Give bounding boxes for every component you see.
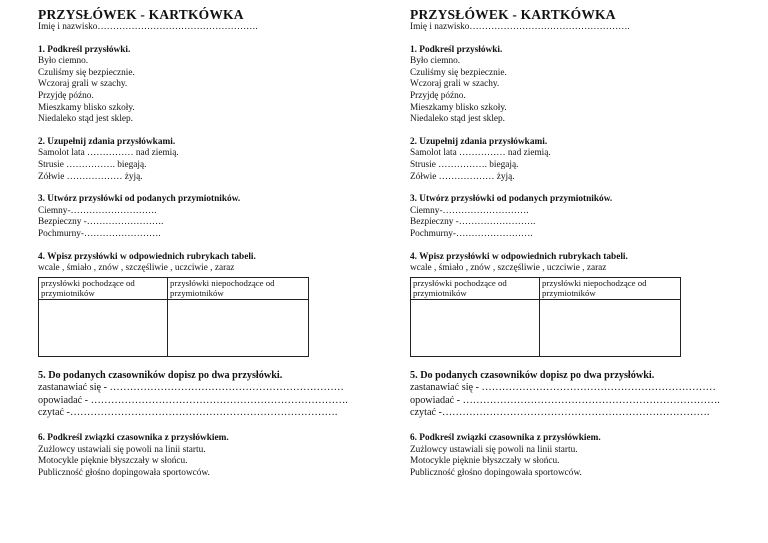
adjective-line: Bezpieczny -…………………….: [410, 217, 536, 228]
section-4-heading: 4. Wpisz przysłówki w odpowiednich rubrykach tabeli.: [410, 251, 628, 262]
sentence: Było ciemno.: [38, 56, 89, 67]
sentence: Publiczność głośno dopingowała sportowców.: [38, 467, 210, 478]
fill-in-sentence: Żółwie ……………… żyją.: [38, 171, 143, 182]
adjective-line: Ciemny-……………………….: [38, 205, 157, 216]
sentence: Wczoraj grali w szachy.: [410, 79, 500, 90]
word-bank: wcale , śmiało , znów , szczęśliwie , uczciwie , zaraz: [38, 263, 235, 274]
verb-line: opowiadać - ………………………………………………………………….: [410, 394, 720, 406]
quiz-column-right: [410, 7, 755, 479]
table-cell-non-derived: [540, 299, 681, 356]
fill-in-sentence: Strusie ……………. biegają.: [410, 159, 519, 170]
section-1-heading: 1. Podkreśl przysłówki.: [38, 44, 131, 55]
fill-in-sentence: Żółwie ……………… żyją.: [410, 171, 515, 182]
sentence: Czuliśmy się bezpiecznie.: [410, 67, 507, 78]
sentence: Przyjdę późno.: [410, 90, 466, 101]
table-header-non-derived: przysłówki niepochodzące od przymiotników: [168, 277, 309, 299]
section-2-heading: 2. Uzupełnij zdania przysłówkami.: [410, 136, 548, 147]
section-3-heading: 3. Utwórz przysłówki od podanych przymiotników.: [38, 194, 241, 205]
verb-line: zastanawiać się - ……………………………………………………………: [410, 382, 716, 394]
quiz-column-left: [38, 7, 383, 479]
page-title: PRZYSŁÓWEK - KARTKÓWKA: [38, 7, 244, 22]
sentence: Mieszkamy blisko szkoły.: [410, 102, 507, 113]
sentence: Niedaleko stąd jest sklep.: [410, 114, 506, 125]
sentence: Publiczność głośno dopingowała sportowców.: [410, 467, 582, 478]
adjective-line: Pochmurny-…………………….: [410, 228, 533, 239]
table-header-derived: przysłówki pochodzące od przymiotników: [411, 277, 540, 299]
sentence: Mieszkamy blisko szkoły.: [38, 102, 135, 113]
fill-in-sentence: Samolot lata …………… nad ziemią.: [38, 148, 179, 159]
section-5-heading: 5. Do podanych czasowników dopisz po dwa przysłówki.: [38, 369, 283, 381]
verb-line: czytać -…………………………………………………………………….: [38, 407, 338, 419]
verb-line: opowiadać - ………………………………………………………………….: [38, 394, 348, 406]
sentence: Niedaleko stąd jest sklep.: [38, 114, 134, 125]
sentence: Żużlowcy ustawiali się powoli na linii startu.: [410, 444, 578, 455]
adjective-line: Bezpieczny -…………………….: [38, 217, 164, 228]
table-cell-non-derived: [168, 299, 309, 356]
fill-in-sentence: Strusie ……………. biegają.: [38, 159, 147, 170]
section-2-heading: 2. Uzupełnij zdania przysłówkami.: [38, 136, 176, 147]
adverb-table: [410, 277, 681, 357]
adverb-table: [38, 277, 309, 357]
sentence: Żużlowcy ustawiali się powoli na linii startu.: [38, 444, 206, 455]
word-bank: wcale , śmiało , znów , szczęśliwie , uczciwie , zaraz: [410, 263, 607, 274]
adjective-line: Pochmurny-…………………….: [38, 228, 161, 239]
sentence: Przyjdę późno.: [38, 90, 94, 101]
section-5-heading: 5. Do podanych czasowników dopisz po dwa przysłówki.: [410, 369, 655, 381]
section-3-heading: 3. Utwórz przysłówki od podanych przymiotników.: [410, 194, 613, 205]
fill-in-sentence: Samolot lata …………… nad ziemią.: [410, 148, 551, 159]
sentence: Wczoraj grali w szachy.: [38, 79, 128, 90]
section-6-heading: 6. Podkreśl związki czasownika z przysłówkiem.: [410, 433, 601, 444]
section-1-heading: 1. Podkreśl przysłówki.: [410, 44, 503, 55]
adjective-line: Ciemny-……………………….: [410, 205, 529, 216]
sentence: Czuliśmy się bezpiecznie.: [38, 67, 135, 78]
table-header-non-derived: przysłówki niepochodzące od przymiotników: [540, 277, 681, 299]
section-6-heading: 6. Podkreśl związki czasownika z przysłówkiem.: [38, 433, 229, 444]
name-line: Imię i nazwisko…………………………………………….: [38, 22, 258, 32]
table-header-derived: przysłówki pochodzące od przymiotników: [39, 277, 168, 299]
table-cell-derived: [39, 299, 168, 356]
sentence: Było ciemno.: [410, 56, 461, 67]
name-line: Imię i nazwisko…………………………………………….: [410, 22, 630, 32]
table-cell-derived: [411, 299, 540, 356]
page-title: PRZYSŁÓWEK - KARTKÓWKA: [410, 7, 616, 22]
verb-line: czytać -…………………………………………………………………….: [410, 407, 710, 419]
sentence: Motocykle pięknie błyszczały w słońcu.: [38, 456, 188, 467]
sentence: Motocykle pięknie błyszczały w słońcu.: [410, 456, 560, 467]
section-4-heading: 4. Wpisz przysłówki w odpowiednich rubrykach tabeli.: [38, 251, 256, 262]
verb-line: zastanawiać się - ……………………………………………………………: [38, 382, 344, 394]
